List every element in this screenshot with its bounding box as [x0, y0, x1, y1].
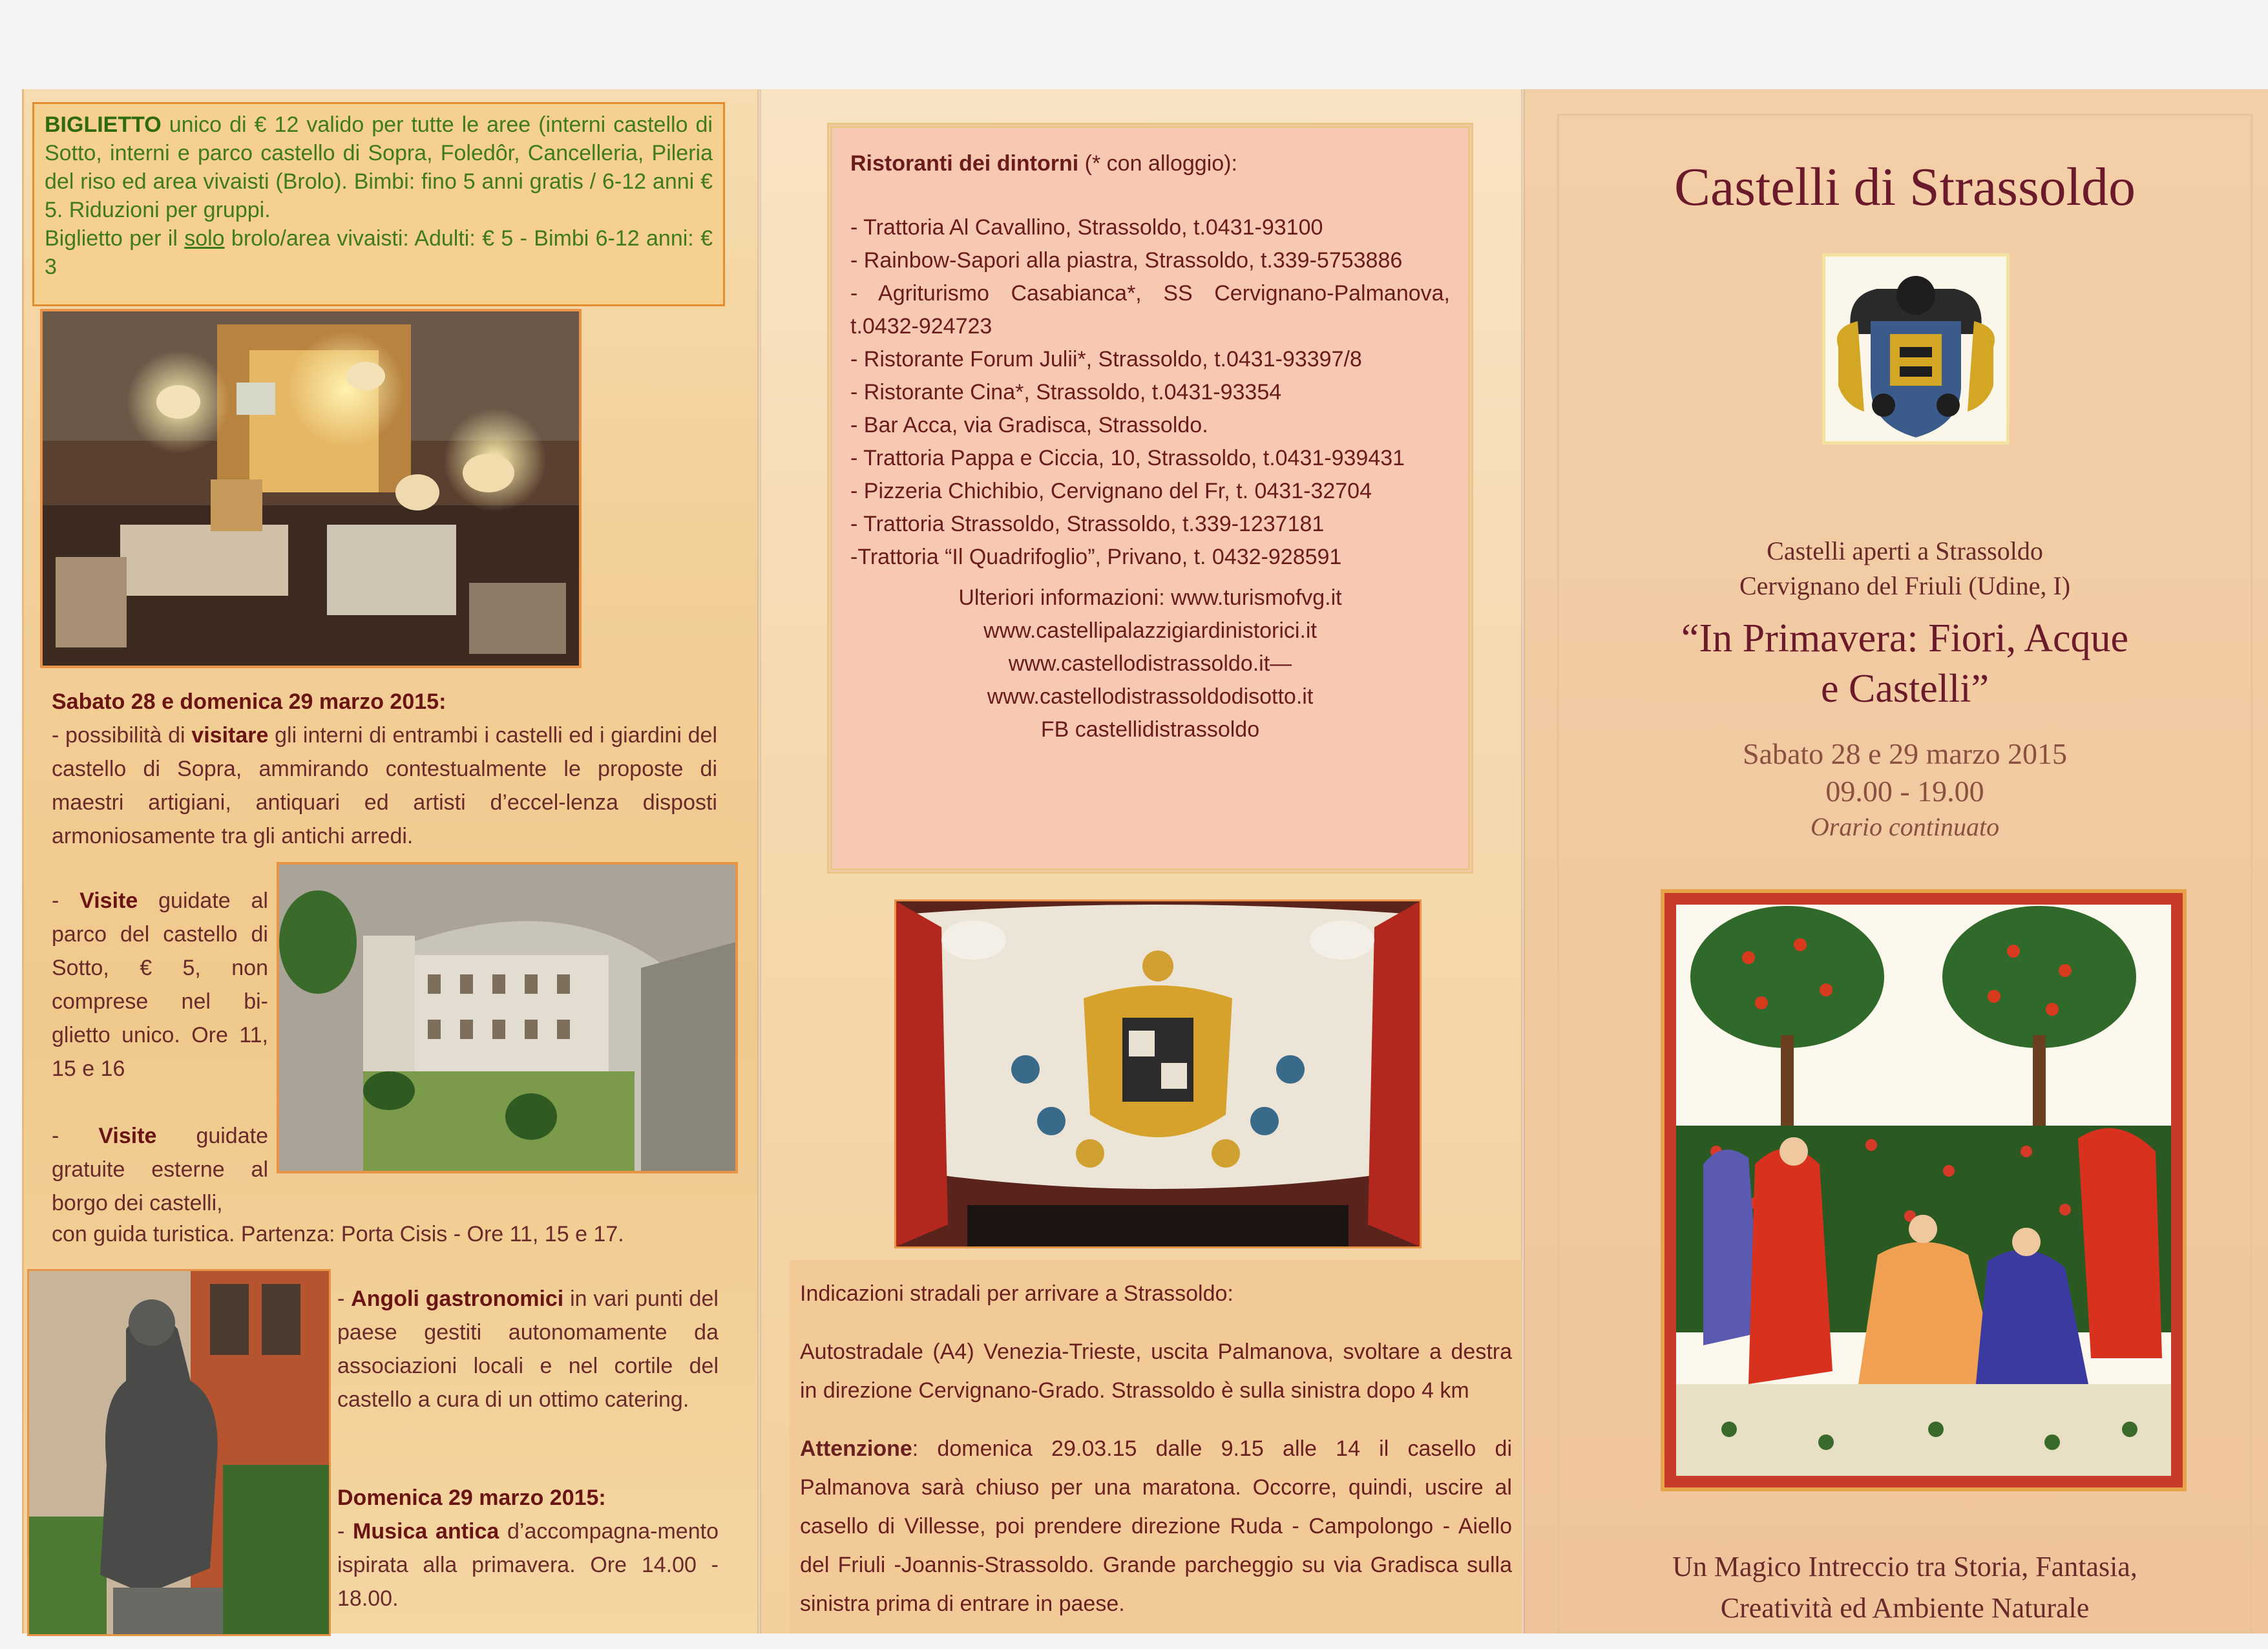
coat-of-arms [1822, 253, 2010, 445]
section-text: Visite [79, 888, 138, 913]
restaurant-item: - Pizzeria Chichibio, Cervignano del Fr, t. 0431-32704 [850, 479, 1372, 503]
section-text: in vari punti del paese gestiti autonomamente da associazioni locali e nel cortile del castello a cura di un ottimo catering. [337, 1287, 719, 1412]
event-title-1: “In Primavera: Fiori, Acque [1681, 616, 2129, 660]
event-hours: 09.00 - 19.00 [1825, 775, 1984, 808]
ticket-text: unico di € 12 valido per tutte le aree (interni castello di Sotto, interni e parco castello di Sopra, Foledôr, Cancelleria, Pileria del riso ed area vivaisti (Brolo). Bimbi: fino 5 anni gratis / 6-12 anni € 5. Riduzioni per gruppi. [45, 112, 713, 222]
sunday-section [337, 1481, 719, 1615]
banner-photo [894, 899, 1422, 1248]
directions-body: Autostradale (A4) Venezia-Trieste, uscita Palmanova, svoltare a destra in direzione Cervignano-Grado. Strassoldo è sulla sinistra dopo 4 km [800, 1339, 1512, 1403]
restaurant-item: - Rainbow-Sapori alla piastra, Strassoldo, t.339-5753886 [850, 248, 1403, 273]
info-link: FB castellidistrassoldo [1040, 717, 1260, 742]
saturday-section [52, 685, 717, 853]
section-text: - [52, 888, 80, 913]
statue-photo [27, 1269, 331, 1636]
section-text: Visite [98, 1124, 157, 1148]
section-text: Musica antica [353, 1519, 499, 1544]
section-text: Angoli gastronomici [351, 1287, 564, 1311]
event-title-2: e Castelli” [1821, 667, 1989, 711]
restaurants-note: (* con alloggio): [1078, 151, 1237, 176]
section-text: - possibilità di [52, 723, 192, 748]
info-list [850, 582, 1450, 746]
restaurant-item: - Trattoria Pappa e Ciccia, 10, Strassoldo, t.0431-939431 [850, 446, 1405, 470]
ticket-box [32, 102, 725, 306]
medieval-illustration [1661, 889, 2187, 1491]
section-text: gli interni di entrambi i castelli ed i giardini del castello di Sopra, ammirando contestualmente le proposte di maestri artigiani, antiquari ed artisti d’eccel-lenza disposti armoniosamente tra gli antichi arredi. [52, 723, 718, 848]
cover-footer-1: Un Magico Intreccio tra Storia, Fantasia, [1672, 1551, 2137, 1582]
section-text: visitare [191, 723, 269, 748]
restaurants-title: Ristoranti dei dintorni [850, 151, 1079, 176]
restaurant-item: - Trattoria Strassoldo, Strassoldo, t.339-1237181 [850, 512, 1325, 536]
section-text: - [337, 1287, 352, 1311]
section-text: - [52, 1124, 99, 1148]
sunday-heading: Domenica 29 marzo 2015: [337, 1486, 606, 1510]
visits-departure [52, 1217, 750, 1251]
restaurant-item: -Trattoria “Il Quadrifoglio”, Privano, t. 0432-928591 [850, 545, 1342, 569]
saturday-heading: Sabato 28 e domenica 29 marzo 2015: [52, 689, 446, 714]
cover-footer-2: Creatività ed Ambiente Naturale [1720, 1592, 2090, 1624]
info-link: Ulteriori informazioni: www.turismofvg.it [958, 585, 1342, 610]
ticket-text: Biglietto per il [45, 226, 185, 251]
restaurants-box [827, 123, 1473, 874]
attention-body: : domenica 29.03.15 dalle 9.15 alle 14 il casello di Palmanova sarà chiuso per una maratona. Occorre, quindi, uscire al casello di Villesse, poi prendere direzione Ruda - Campolongo - Aiello del Friuli -Joannis-Strassoldo. Grande parcheggio su via Gradisca sulla sinistra prima di entrare in paese. [800, 1436, 1512, 1616]
restaurants-list [850, 211, 1450, 574]
section-text: con guida turistica. Partenza: Porta Cisis - Ore 11, 15 e 17. [52, 1222, 624, 1246]
subtitle-1: Castelli aperti a Strassoldo [1767, 536, 2043, 565]
section-text: guidate al parco del castello di Sotto, € 5, non comprese nel bi-glietto unico. Ore 11, 15 e 16 [52, 888, 268, 1081]
interior-photo [40, 309, 582, 668]
info-link: www.castellodistrassoldodisotto.it [987, 684, 1314, 709]
visits-section [52, 884, 268, 1220]
section-text: d’accompagna-mento ispirata alla primavera. Ore 14.00 - 18.00. [337, 1519, 719, 1611]
gastro-section [337, 1282, 719, 1416]
section-text: - [337, 1519, 353, 1544]
event-note: Orario continuato [1810, 812, 2000, 841]
ticket-lead: BIGLIETTO [45, 112, 162, 137]
brochure-title: Castelli di Strassoldo [1674, 157, 2136, 217]
directions-box [790, 1260, 1522, 1633]
ticket-text: brolo/area vivaisti: Adulti: € 5 - Bimbi 6-12 anni: € 3 [45, 226, 713, 279]
restaurant-item: - Agriturismo Casabianca*, SS Cervignano-Palmanova, t.0432-924723 [850, 281, 1450, 339]
restaurant-item: - Ristorante Forum Julii*, Strassoldo, t.0431-93397/8 [850, 347, 1362, 372]
attention-label: Attenzione [800, 1436, 912, 1461]
subtitle-2: Cervignano del Friuli (Udine, I) [1739, 571, 2071, 600]
restaurant-item: - Ristorante Cina*, Strassoldo, t.0431-93354 [850, 380, 1282, 404]
event-date: Sabato 28 e 29 marzo 2015 [1742, 737, 2068, 770]
restaurant-item: - Trattoria Al Cavallino, Strassoldo, t.0431-93100 [850, 215, 1323, 240]
info-link: www.castellipalazzigiardinistorici.it [983, 618, 1317, 643]
info-link: www.castellodistrassoldo.it— [1008, 651, 1292, 676]
restaurant-item: - Bar Acca, via Gradisca, Strassoldo. [850, 413, 1208, 437]
section-text: guidate gratuite esterne al borgo dei castelli, [52, 1124, 268, 1215]
ticket-text: solo [184, 226, 225, 251]
directions-heading: Indicazioni stradali per arrivare a Strassoldo: [800, 1281, 1234, 1306]
fold-line [757, 89, 761, 1633]
courtyard-photo [277, 862, 738, 1173]
